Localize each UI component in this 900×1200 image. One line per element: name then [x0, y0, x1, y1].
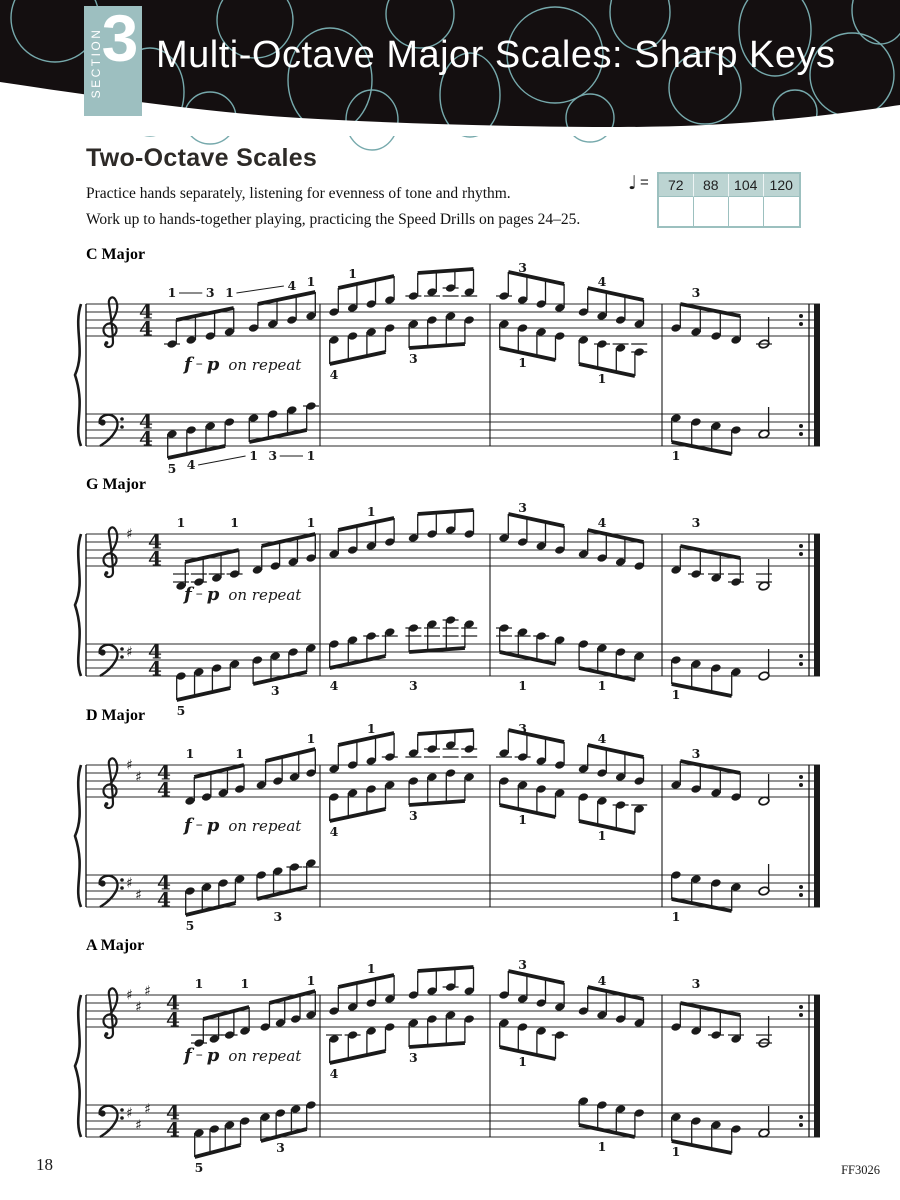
staff-lines	[86, 304, 820, 446]
svg-text:4: 4	[329, 824, 339, 839]
brace-icon	[75, 765, 81, 907]
svg-text:3: 3	[409, 678, 418, 693]
sharp-icon: ♯	[126, 1105, 133, 1122]
instructions	[86, 181, 580, 233]
svg-text:1: 1	[518, 1054, 527, 1069]
header-banner	[0, 0, 900, 136]
sharp-icon: ♯	[126, 875, 133, 892]
svg-text:1: 1	[597, 828, 607, 843]
svg-text:4: 4	[329, 1066, 339, 1081]
right-hand-notes	[173, 500, 772, 591]
sharp-icon: ♯	[135, 887, 142, 904]
section-number: 3	[101, 1, 139, 75]
svg-text:3: 3	[691, 746, 701, 761]
svg-text:1: 1	[306, 448, 316, 463]
svg-text:3: 3	[409, 351, 418, 366]
svg-text:3: 3	[518, 957, 527, 972]
tempo-table	[657, 172, 801, 228]
right-hand-notes	[191, 957, 772, 1048]
svg-text:1: 1	[671, 1144, 681, 1159]
tempo-check-cell	[659, 197, 694, 226]
svg-text:3: 3	[518, 260, 527, 275]
scale-name: G Major	[86, 476, 146, 493]
svg-text:1: 1	[235, 746, 245, 761]
svg-text:4: 4	[139, 299, 153, 324]
svg-text:4: 4	[157, 760, 171, 785]
svg-text:4: 4	[166, 1117, 180, 1142]
brace-icon	[75, 534, 81, 676]
svg-text:4: 4	[148, 529, 162, 554]
grand-staff	[72, 721, 832, 941]
svg-text:4: 4	[166, 1100, 180, 1125]
barlines	[320, 765, 820, 907]
svg-text:1: 1	[249, 448, 258, 463]
brace-icon	[75, 304, 81, 446]
instruction-line-2: Work up to hands-together playing, practicing the Speed Drills on pages 24–25.	[86, 211, 581, 228]
svg-text:4: 4	[166, 1007, 180, 1032]
dynamics-text: f – p on repeat	[184, 354, 302, 375]
svg-text:3: 3	[276, 1140, 285, 1155]
page-title: Multi-Octave Major Scales: Sharp Keys	[156, 34, 836, 76]
svg-text:5: 5	[167, 461, 177, 476]
svg-text:1: 1	[230, 515, 239, 530]
svg-text:4: 4	[597, 515, 607, 530]
sharp-icon: ♯	[126, 757, 133, 774]
staff-lines	[86, 534, 820, 676]
svg-text:3: 3	[409, 1050, 418, 1065]
svg-text:3: 3	[691, 285, 701, 300]
treble-clef-icon	[104, 297, 118, 347]
svg-text:1: 1	[518, 812, 527, 827]
svg-text:1: 1	[176, 515, 186, 530]
tempo-value: 104	[729, 174, 764, 197]
svg-text:3: 3	[273, 909, 283, 924]
barlines	[320, 304, 820, 446]
svg-text:4: 4	[157, 777, 171, 802]
svg-text:1: 1	[597, 371, 607, 386]
svg-text:4: 4	[148, 639, 162, 664]
svg-text:1: 1	[306, 973, 316, 988]
svg-text:1: 1	[597, 1139, 607, 1154]
repeat-barline	[814, 534, 820, 676]
svg-text:3: 3	[270, 683, 280, 698]
subsection-heading: Two-Octave Scales	[86, 144, 318, 172]
svg-text:1: 1	[366, 504, 376, 519]
dynamics-text: f – p on repeat	[184, 584, 302, 605]
svg-text:1: 1	[167, 285, 177, 300]
brace-icon	[75, 995, 81, 1137]
sharp-icon: ♯	[126, 644, 133, 661]
tempo-value: 120	[764, 174, 799, 197]
repeat-barline	[814, 304, 820, 446]
scale-name: C Major	[86, 246, 146, 263]
treble-clef-icon	[104, 988, 118, 1038]
svg-text:4: 4	[597, 731, 607, 746]
svg-text:1: 1	[348, 266, 357, 281]
svg-text:4: 4	[597, 274, 607, 289]
sharp-icon: ♯	[135, 769, 142, 786]
sharp-icon: ♯	[144, 1101, 151, 1118]
section-label: SECTION	[89, 27, 103, 99]
svg-text:5: 5	[194, 1160, 204, 1175]
svg-text:3: 3	[518, 721, 527, 736]
svg-text:1: 1	[306, 731, 316, 746]
svg-text:1: 1	[225, 285, 234, 300]
svg-text:1: 1	[185, 746, 195, 761]
svg-text:1: 1	[240, 976, 250, 991]
scale-name: A Major	[86, 937, 145, 954]
tempo-value: 72	[659, 174, 694, 197]
section-box	[84, 1, 142, 116]
tempo-check-cell	[729, 197, 764, 226]
quarter-note-icon: ♩	[628, 172, 637, 194]
svg-text:1: 1	[671, 448, 681, 463]
repeat-barline	[814, 995, 820, 1137]
tempo-value: 88	[694, 174, 729, 197]
catalog-number: FF3026	[841, 1163, 880, 1177]
svg-text:4: 4	[157, 870, 171, 895]
left-hand-notes	[184, 768, 770, 933]
svg-text:3: 3	[691, 976, 701, 991]
svg-text:1: 1	[518, 355, 527, 370]
svg-text:4: 4	[157, 887, 171, 912]
sharp-icon: ♯	[135, 1117, 142, 1134]
page-number: 18	[36, 1155, 53, 1174]
dynamics-text: f – p on repeat	[184, 1045, 302, 1066]
svg-text:4: 4	[329, 678, 339, 693]
dynamics-text: f – p on repeat	[184, 815, 302, 836]
svg-text:3: 3	[268, 448, 278, 463]
svg-text:4: 4	[148, 546, 162, 571]
svg-text:1: 1	[671, 909, 681, 924]
sharp-icon: ♯	[135, 999, 142, 1016]
grand-staff	[72, 260, 832, 480]
svg-text:1: 1	[366, 721, 376, 736]
svg-text:1: 1	[597, 678, 607, 693]
grand-staff	[72, 957, 832, 1175]
svg-text:4: 4	[597, 973, 607, 988]
svg-text:1: 1	[306, 274, 316, 289]
svg-text:4: 4	[139, 316, 153, 341]
scale-name: D Major	[86, 707, 146, 724]
treble-clef-icon	[104, 527, 118, 577]
svg-text:4: 4	[139, 426, 153, 451]
svg-text:4: 4	[329, 367, 339, 382]
staff-lines	[86, 765, 820, 907]
svg-text:4: 4	[166, 990, 180, 1015]
svg-text:3: 3	[205, 285, 215, 300]
equals-sign: =	[639, 174, 649, 191]
left-hand-notes	[175, 615, 770, 718]
tempo-check-cell	[764, 197, 799, 226]
barlines	[320, 995, 820, 1137]
svg-text:5: 5	[185, 918, 195, 933]
instruction-line-1: Practice hands separately, listening for evenness of tone and rhythm.	[86, 185, 511, 202]
left-hand-notes	[193, 1010, 770, 1175]
tempo-chart	[628, 172, 801, 228]
svg-text:3: 3	[518, 500, 527, 515]
sharp-icon: ♯	[144, 983, 151, 1000]
treble-clef-icon	[104, 758, 118, 808]
svg-text:3: 3	[409, 808, 418, 823]
svg-text:4: 4	[287, 278, 297, 293]
svg-text:4: 4	[186, 457, 196, 472]
svg-text:4: 4	[148, 656, 162, 681]
repeat-barline	[814, 765, 820, 907]
sharp-icon: ♯	[126, 526, 133, 543]
barlines	[320, 534, 820, 676]
tempo-check-cell	[694, 197, 729, 226]
sharp-icon: ♯	[126, 987, 133, 1004]
right-hand-notes	[184, 721, 770, 806]
svg-text:1: 1	[671, 687, 681, 702]
svg-text:5: 5	[176, 703, 186, 718]
svg-text:4: 4	[139, 409, 153, 434]
svg-text:1: 1	[518, 678, 527, 693]
svg-text:1: 1	[194, 976, 204, 991]
svg-text:1: 1	[366, 961, 376, 976]
svg-text:3: 3	[691, 515, 701, 530]
svg-text:1: 1	[306, 515, 316, 530]
